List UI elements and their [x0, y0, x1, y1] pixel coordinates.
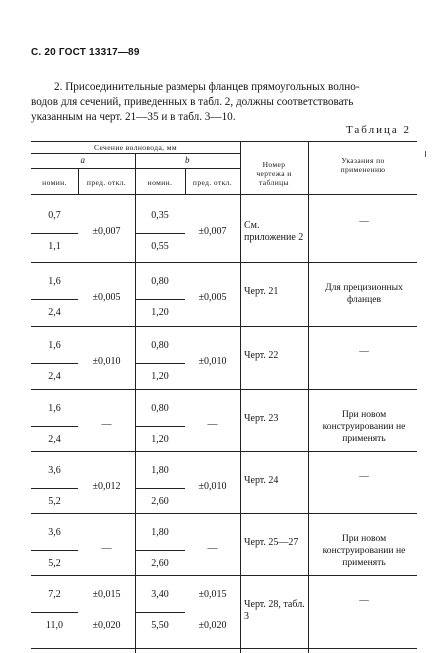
header-notes: Указания по применению	[340, 156, 386, 174]
table-column-rule	[240, 141, 241, 653]
cell-drawing: Черт. 28, табл. 3	[244, 599, 305, 622]
cell-a-deviation: —	[101, 543, 112, 554]
cell-b-deviation: ±0,015	[198, 589, 227, 600]
cell-note: —	[359, 595, 369, 606]
cell-a-nominal: 2,4	[48, 307, 61, 318]
cell-b-nominal: 0,55	[151, 241, 169, 252]
cell-b-deviation: ±0,007	[198, 226, 227, 237]
cell-a-nominal: 11,0	[45, 620, 64, 631]
table-row-rule	[31, 612, 78, 613]
cell-a-nominal: 3,6	[48, 527, 61, 538]
paragraph	[31, 80, 415, 125]
table-row-rule	[31, 363, 78, 364]
cell-b-deviation: —	[207, 419, 218, 430]
cell-a-nominal: 1,6	[48, 340, 61, 351]
cell-a-deviation: ±0,005	[92, 292, 121, 303]
cell-note: —	[359, 471, 369, 482]
header-b-deviation: пред. откл.	[192, 178, 233, 187]
table-row-rule	[31, 233, 78, 234]
cell-b-nominal: 1,20	[151, 434, 169, 445]
cell-drawing: Черт. 22	[244, 350, 279, 361]
cell-drawing: Черт. 24	[244, 475, 279, 486]
cell-b-nominal: 0,80	[151, 403, 169, 414]
table-row-rule	[135, 299, 185, 300]
header-drawing: Номер чертежа и таблицы	[256, 160, 292, 187]
cell-b-deviation: ±0,010	[198, 356, 227, 367]
table-group-rule	[31, 451, 417, 452]
table-header-rule	[31, 194, 417, 195]
table-group-rule	[31, 326, 417, 327]
cell-note: —	[359, 346, 369, 357]
cell-b-deviation: —	[207, 543, 218, 554]
cell-b-nominal: 1,80	[151, 465, 169, 476]
table-row-rule	[135, 488, 185, 489]
cell-b-nominal: 2,60	[151, 496, 169, 507]
table-row-rule	[135, 550, 185, 551]
table-row-rule	[135, 612, 185, 613]
table-top-rule	[31, 141, 417, 142]
header-a-nominal: номин.	[42, 178, 67, 187]
cell-drawing: См. приложение 2	[244, 220, 304, 243]
header-b: b	[185, 155, 190, 165]
cell-b-nominal: 1,80	[151, 527, 169, 538]
cell-a-nominal: 7,2	[48, 589, 61, 600]
header-a: a	[80, 155, 86, 165]
table-row-rule	[31, 299, 78, 300]
paragraph-line: водов для сечений, приведенных в табл. 2, должны соответствовать	[31, 96, 354, 108]
cell-note: —	[359, 216, 369, 227]
table-row-rule	[31, 550, 78, 551]
cell-note: Для прецизионных фланцев	[325, 282, 403, 305]
cell-drawing: Черт. 23	[244, 413, 279, 424]
paragraph-line: указанным на черт. 21—35 и в табл. 3—10.	[31, 111, 236, 123]
cell-b-nominal: 3,40	[151, 589, 169, 600]
cell-a-deviation: ±0,015	[92, 589, 121, 600]
cell-b-nominal: 5,50	[151, 620, 169, 631]
table-bottom-rule	[31, 648, 417, 649]
table-row-rule	[135, 363, 185, 364]
cell-a-deviation: ±0,010	[92, 356, 121, 367]
cell-b-nominal: 1,20	[151, 371, 169, 382]
cell-a-deviation: —	[101, 419, 112, 430]
page-header: С. 20 ГОСТ 13317—89	[31, 47, 140, 58]
table-row-rule	[135, 426, 185, 427]
cell-a-nominal: 1,6	[48, 276, 61, 287]
cell-b-nominal: 0,80	[151, 276, 169, 287]
table-group-rule	[31, 262, 417, 263]
cell-a-nominal: 1,1	[48, 241, 61, 252]
cell-b-nominal: 0,80	[151, 340, 169, 351]
cell-a-nominal: 5,2	[48, 496, 61, 507]
cell-b-nominal: 2,60	[151, 558, 169, 569]
paragraph-line: 2. Присоединительные размеры фланцев прямоугольных волно-	[54, 81, 360, 93]
cell-a-nominal: 2,4	[48, 434, 61, 445]
header-a-deviation: пред. откл.	[86, 178, 127, 187]
table-group-rule	[31, 575, 417, 576]
cell-a-deviation: ±0,012	[92, 481, 121, 492]
table-row-rule	[31, 488, 78, 489]
cell-a-nominal: 2,4	[48, 371, 61, 382]
cell-a-nominal: 5,2	[48, 558, 61, 569]
cell-b-deviation: ±0,005	[198, 292, 227, 303]
cell-b-deviation: ±0,020	[198, 620, 227, 631]
table-group-rule	[31, 513, 417, 514]
cell-a-nominal: 1,6	[48, 403, 61, 414]
margin-mark	[425, 151, 426, 157]
cell-note: При новом конструировании не применять	[322, 533, 406, 568]
cell-a-deviation: ±0,007	[92, 226, 121, 237]
header-section: Сечение волновода, мм	[93, 143, 178, 152]
table-group-rule	[31, 389, 417, 390]
cell-b-deviation: ±0,010	[198, 481, 227, 492]
table-caption: Таблица 2	[345, 124, 411, 136]
cell-a-deviation: ±0,020	[92, 620, 121, 631]
cell-drawing: Черт. 21	[244, 286, 279, 297]
table-row-rule	[135, 233, 185, 234]
cell-b-nominal: 1,20	[151, 307, 169, 318]
cell-drawing: Черт. 25—27	[244, 537, 299, 548]
cell-a-nominal: 3,6	[48, 465, 61, 476]
table-column-rule	[308, 141, 309, 653]
table-row-rule	[31, 426, 78, 427]
header-b-nominal: номин.	[147, 178, 173, 187]
cell-note: При новом конструировании не применять	[322, 409, 406, 444]
cell-b-nominal: 0,35	[151, 210, 169, 221]
cell-a-nominal: 0,7	[48, 210, 61, 221]
